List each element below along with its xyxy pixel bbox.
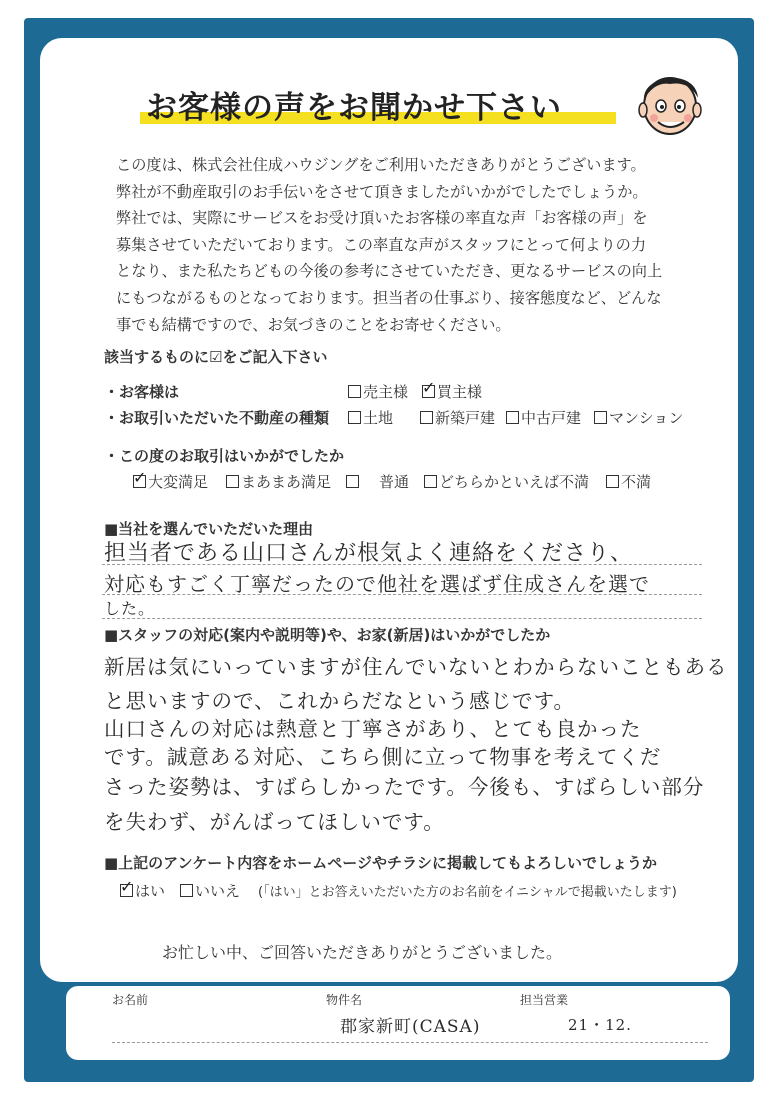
checkbox-checked[interactable] <box>120 884 133 897</box>
answer-line <box>102 618 702 619</box>
staff-answer-line: 新居は気にいっていますが住んでいないとわからないこともある <box>104 655 728 679</box>
checkbox[interactable] <box>346 475 359 488</box>
option-buyer[interactable]: ✓ 買主様 <box>422 381 482 402</box>
staff-label: 担当営業 <box>520 993 569 1007</box>
option-new-house[interactable]: 新築戸建 <box>420 407 495 428</box>
intro-line: にもつながるものとなっております。担当者の仕事ぶり、接客態度など、どんな <box>116 288 662 307</box>
footer-line <box>112 1042 708 1043</box>
thanks-message: お忙しい中、ご回答いただきありがとうございました。 <box>162 943 563 962</box>
title-block <box>140 80 616 130</box>
option-no[interactable]: いいえ <box>180 880 240 901</box>
checkbox[interactable] <box>180 884 193 897</box>
intro-text <box>116 152 696 338</box>
q-property-label: ・お取引いただいた不動産の種類 <box>104 409 330 427</box>
staff-answer-line: さった姿勢は、すばらしかったです。今後も、すばらしい部分 <box>104 775 705 799</box>
q-satisfaction-label: ・この度のお取引はいかがでしたか <box>104 447 345 465</box>
option-seller[interactable]: 売主様 <box>348 381 408 402</box>
intro-line: 事でも結構ですので、お気づきのことをお寄せください。 <box>116 315 511 334</box>
staff-answer-line: 山口さんの対応は熱意と丁寧さがあり、とても良かった <box>104 717 642 741</box>
permission-note: (「はい」とお答えいただいた方のお名前をイニシャルで掲載いたします) <box>258 885 677 900</box>
permission-heading: ■上記のアンケート内容をホームページやチラシに掲載してもよろしいでしょうか <box>104 854 657 872</box>
checkbox[interactable] <box>226 475 239 488</box>
reason-heading: ■当社を選んでいただいた理由 <box>104 520 314 538</box>
staff-answer-line: を失わず、がんばってほしいです。 <box>104 810 445 834</box>
page-title: お客様の声をお聞かせ下さい <box>146 90 562 126</box>
option-mansion[interactable]: マンション <box>594 407 683 428</box>
staff-answer-line: と思いますので、これからだなという感じです。 <box>104 689 575 713</box>
instruction: 該当するものに☑をご記入下さい <box>104 348 328 366</box>
checkbox[interactable] <box>420 411 433 424</box>
option-land[interactable]: 土地 <box>348 407 393 428</box>
mascot-face-icon <box>626 60 714 140</box>
staff-value: 21・12. <box>568 1016 632 1034</box>
staff-heading: ■スタッフの対応(案内や説明等)や、お家(新居)はいかがでしたか <box>104 626 551 644</box>
intro-line: この度は、株式会社住成ハウジングをご利用いただきありがとうございます。 <box>116 156 646 174</box>
option-somewhat-satisfied[interactable]: まあまあ満足 <box>226 471 331 492</box>
checkbox-checked[interactable] <box>422 385 435 398</box>
reason-answer-line: 担当者である山口さんが根気よく連絡をくださり、 <box>104 541 634 566</box>
checkbox[interactable] <box>506 411 519 424</box>
intro-line: 募集させていただいております。この率直な声がスタッフにとって何よりの力 <box>116 235 647 254</box>
q-customer-label: ・お客様は <box>104 383 180 401</box>
option-used-house[interactable]: 中古戸建 <box>506 407 581 428</box>
checkbox[interactable] <box>606 475 619 488</box>
option-dissatisfied[interactable]: 不満 <box>606 471 651 492</box>
checkbox[interactable] <box>424 475 437 488</box>
intro-line: 弊社では、実際にサービスをお受け頂いたお客様の率直な声「お客様の声」を <box>116 209 648 228</box>
reason-answer-line: 対応もすごく丁寧だったので他社を選ばず住成さんを選で <box>104 572 650 596</box>
checkbox-checked[interactable] <box>133 475 146 488</box>
name-label: お名前 <box>112 993 149 1007</box>
checkbox[interactable] <box>594 411 607 424</box>
intro-line: となり、また私たちどもの今後の参考にさせていただき、更なるサービスの向上 <box>116 262 663 281</box>
reason-answer-line: した。 <box>104 599 156 618</box>
option-yes[interactable]: ✓はい <box>120 880 165 901</box>
intro-line: 弊社が不動産取引のお手伝いをさせて頂きましたがいかがでしたでしょうか。 <box>116 182 648 201</box>
option-very-satisfied[interactable]: ✓大変満足 <box>133 471 208 492</box>
property-value: 郡家新町(CASA) <box>340 1017 481 1037</box>
checkbox[interactable] <box>348 411 361 424</box>
property-label: 物件名 <box>326 993 363 1007</box>
option-rather-dissatisfied[interactable]: どちらかといえば不満 <box>424 471 589 492</box>
checkbox[interactable] <box>348 385 361 398</box>
option-normal[interactable]: 普通 <box>346 471 409 492</box>
staff-answer-line: です。誠意ある対応、こちら側に立って物事を考えてくだ <box>104 745 662 769</box>
